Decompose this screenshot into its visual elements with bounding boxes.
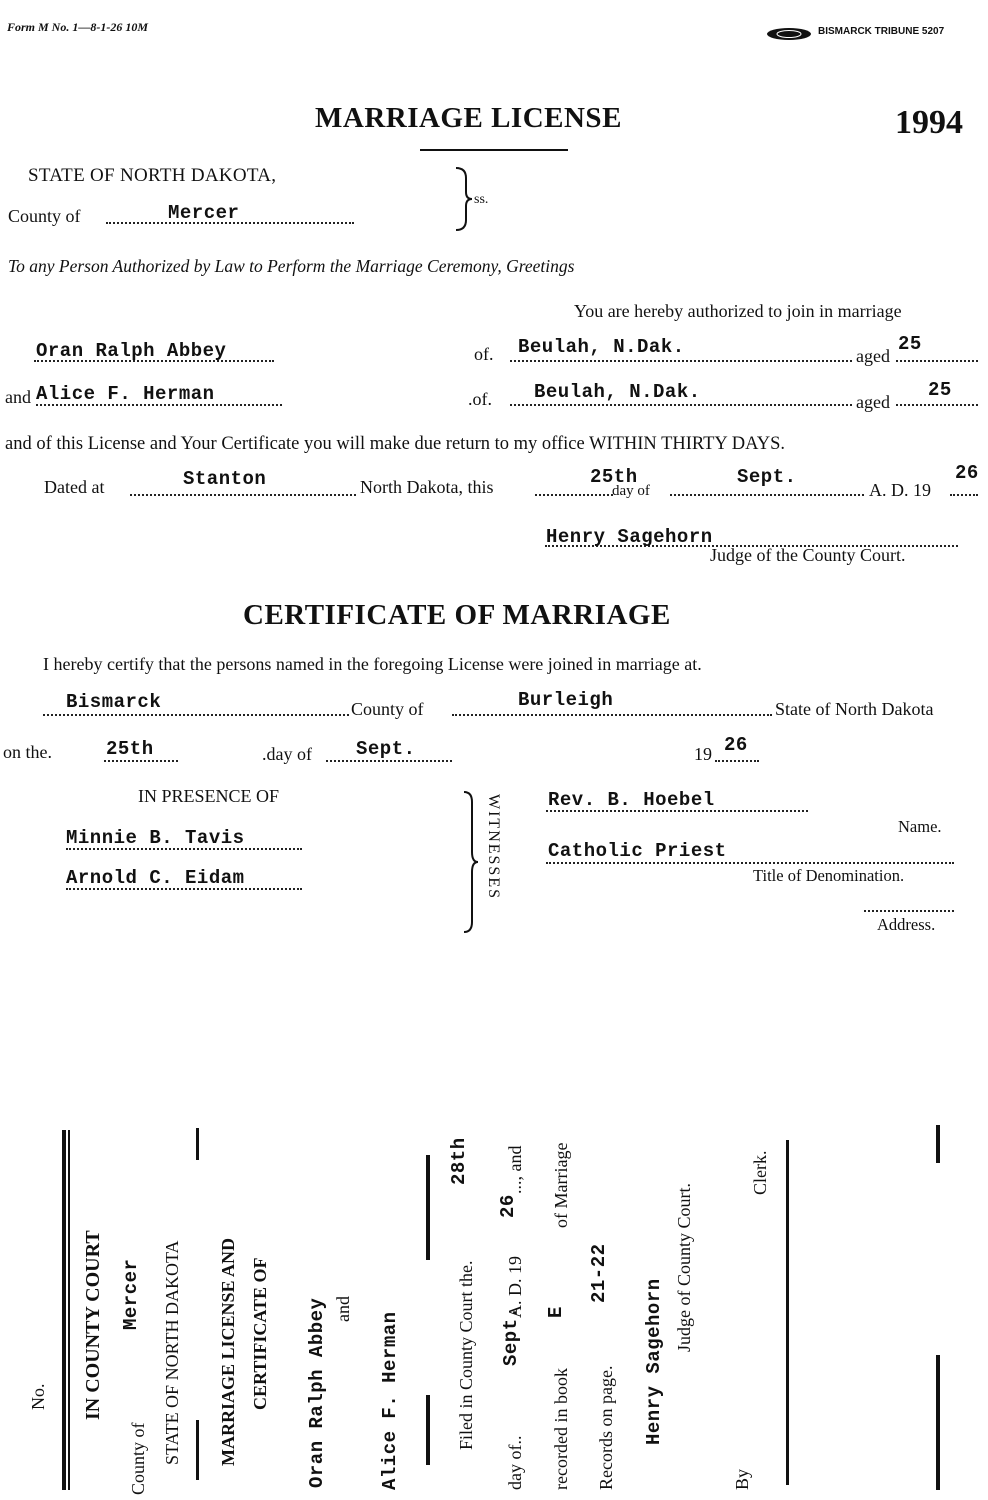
groom-aged-label: aged bbox=[856, 346, 890, 366]
dated-day: 25th bbox=[590, 466, 638, 488]
on-the-label: on the. bbox=[3, 742, 52, 762]
state-heading: STATE OF NORTH DAKOTA, bbox=[28, 165, 277, 186]
certify-text: I hereby certify that the persons named in the foregoing License were joined in marriage at. bbox=[43, 654, 702, 674]
docket-bride: Alice F. Herman bbox=[379, 1311, 401, 1490]
dated-at-label: Dated at bbox=[44, 477, 105, 497]
license-county: Mercer bbox=[168, 202, 240, 224]
groom-age: 25 bbox=[898, 333, 922, 355]
greeting: To any Person Authorized by Law to Perform the Marriage Ceremony, Greetings bbox=[8, 256, 575, 276]
authorized-text: You are hereby authorized to join in marriage bbox=[574, 301, 902, 321]
nd-this-label: North Dakota, this bbox=[360, 477, 494, 497]
officiant-denomination: Catholic Priest bbox=[548, 840, 727, 862]
license-number: 1994 bbox=[895, 104, 963, 141]
docket-filed-label: Filed in County Court the. bbox=[456, 1260, 476, 1450]
cert-county-label: County of bbox=[351, 699, 424, 719]
docket-pages: 21-22 bbox=[588, 1243, 610, 1303]
marriage-day: 25th bbox=[106, 738, 154, 760]
state-label: State of North Dakota bbox=[775, 699, 934, 719]
ss-brace bbox=[452, 166, 474, 237]
address-label: Address. bbox=[877, 915, 936, 934]
license-title: MARRIAGE LICENSE bbox=[315, 102, 622, 134]
docket-filed-day: 28th bbox=[448, 1137, 470, 1185]
docket-and-label: and bbox=[333, 1296, 353, 1322]
day-of-label: day of bbox=[612, 483, 650, 499]
groom-name: Oran Ralph Abbey bbox=[36, 340, 227, 362]
title-rule bbox=[420, 149, 568, 151]
docket-ad-label: A. D. 19 bbox=[505, 1256, 525, 1318]
form-number: Form M No. 1—8-1-26 10M bbox=[7, 20, 149, 34]
dated-place: Stanton bbox=[183, 468, 267, 490]
docket-clerk-label: Clerk. bbox=[750, 1150, 770, 1195]
ad-label: A. D. 19 bbox=[869, 480, 931, 500]
return-instructions: and of this License and Your Certificate you will make due return to my office WITHIN THIRTY DAYS. bbox=[5, 434, 786, 454]
tribune-logo-icon bbox=[764, 25, 814, 48]
docket-filed-year: 26 bbox=[497, 1194, 519, 1218]
docket-recorded-label: recorded in book bbox=[551, 1368, 571, 1490]
denomination-label: Title of Denomination. bbox=[753, 866, 905, 885]
docket-day-of-label: day of.. bbox=[505, 1435, 525, 1490]
county-label: County of bbox=[8, 206, 81, 226]
docket-judge: Henry Sagehorn bbox=[643, 1278, 665, 1445]
docket-judge-label: Judge of County Court. bbox=[674, 1183, 694, 1352]
bride-aged-label: aged bbox=[856, 392, 890, 412]
printer-mark: BISMARCK TRIBUNE 5207 bbox=[818, 26, 945, 37]
judge-title: Judge of the County Court. bbox=[710, 545, 906, 565]
docket-county-label: County of bbox=[128, 1422, 148, 1495]
bride-name: Alice F. Herman bbox=[36, 383, 215, 405]
witness-2: Arnold C. Eidam bbox=[66, 867, 245, 889]
officiant-name: Rev. B. Hoebel bbox=[548, 789, 715, 811]
judge-signature: Henry Sagehorn bbox=[546, 526, 713, 548]
docket-book: E bbox=[545, 1306, 567, 1318]
marriage-year: 26 bbox=[724, 734, 748, 756]
docket-county: Mercer bbox=[120, 1258, 142, 1330]
docket-groom: Oran Ralph Abbey bbox=[306, 1297, 328, 1488]
bride-residence: Beulah, N.Dak. bbox=[534, 381, 701, 403]
cert-day-of-label: .day of bbox=[262, 744, 312, 764]
witness-1: Minnie B. Tavis bbox=[66, 827, 245, 849]
marriage-place: Bismarck bbox=[66, 691, 162, 713]
bride-age: 25 bbox=[928, 379, 952, 401]
presence-label: IN PRESENCE OF bbox=[138, 786, 280, 806]
docket-of-marriage-label: of Marriage bbox=[551, 1142, 571, 1228]
dated-month: Sept. bbox=[737, 466, 797, 488]
ss-label: ss. bbox=[474, 192, 489, 207]
docket-court: IN COUNTY COURT bbox=[82, 1230, 104, 1420]
witnesses-label: WITNESSES bbox=[485, 794, 502, 900]
marriage-county: Burleigh bbox=[518, 689, 614, 711]
docket-filed-month: Sept. bbox=[500, 1306, 522, 1366]
docket-doc-title-2: CERTIFICATE OF bbox=[250, 1257, 270, 1410]
docket-state: STATE OF NORTH DAKOTA bbox=[162, 1240, 182, 1465]
docket-records-label: Records on page. bbox=[596, 1365, 616, 1490]
groom-of-label: of. bbox=[474, 344, 494, 364]
certificate-title: CERTIFICATE OF MARRIAGE bbox=[243, 599, 671, 631]
dated-year: 26 bbox=[955, 462, 979, 484]
bride-of-label: .of. bbox=[468, 389, 492, 409]
year-prefix: 19 bbox=[694, 744, 712, 764]
docket-by-label: By bbox=[732, 1468, 752, 1490]
marriage-month: Sept. bbox=[356, 738, 416, 760]
witness-brace bbox=[460, 790, 480, 939]
name-label: Name. bbox=[898, 817, 942, 836]
docket-no-label: No. bbox=[28, 1383, 48, 1410]
docket-and-suffix: ..., and bbox=[505, 1145, 525, 1194]
groom-residence: Beulah, N.Dak. bbox=[518, 336, 685, 358]
and-label: and bbox=[5, 387, 31, 407]
docket-doc-title-1: MARRIAGE LICENSE AND bbox=[218, 1237, 238, 1466]
